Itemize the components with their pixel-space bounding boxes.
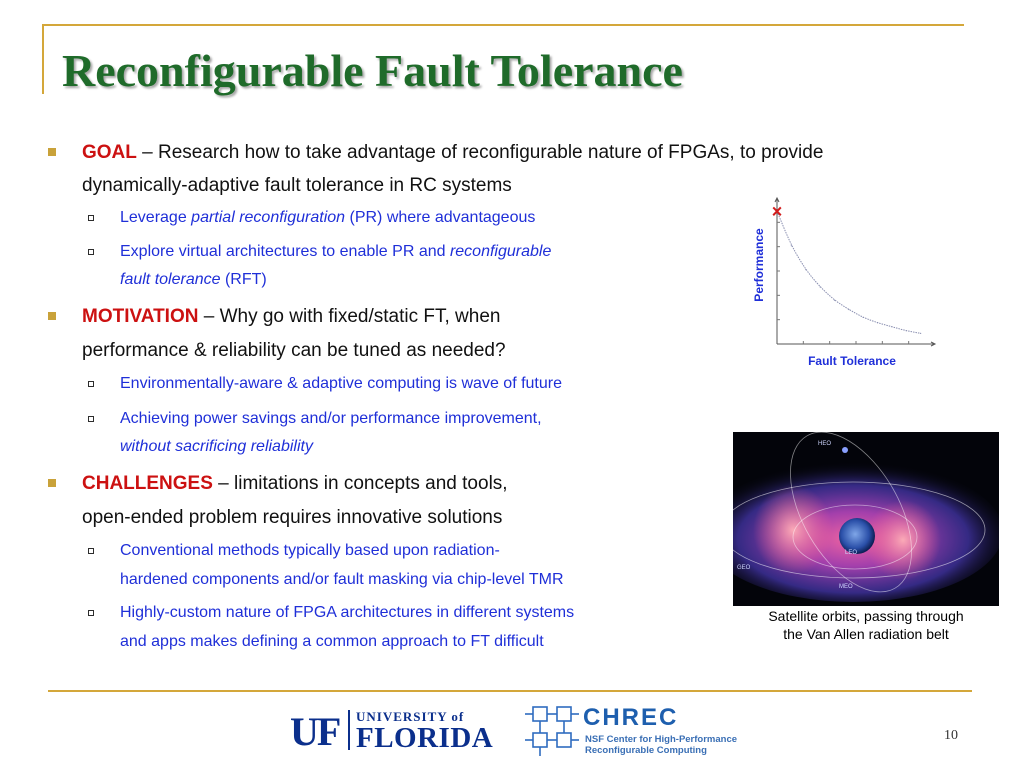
- motivation-text-line2: performance & reliability can be tuned as needed?: [82, 340, 506, 361]
- challenges-sub2-a: Highly-custom nature of FPGA architectures in different systems: [120, 604, 575, 621]
- uf-logo-university: UNIVERSITY of: [356, 709, 465, 724]
- goal-keyword: GOAL: [82, 142, 137, 163]
- challenges-sub1-b: hardened components and/or fault masking via chip-level TMR: [120, 571, 564, 588]
- chart-point: [819, 286, 820, 287]
- chart-point: [805, 269, 806, 270]
- page-number: 10: [944, 728, 958, 743]
- chart-point: [791, 245, 792, 246]
- chart-point: [834, 300, 835, 301]
- slide-frame-top-rule: [42, 24, 964, 26]
- hollow-square-bullet-icon: [88, 381, 94, 387]
- goal-text-line1: – Research how to take advantage of reconfigurable nature of FPGAs, to provide: [136, 142, 824, 163]
- orbit-label-geo: GEO: [737, 565, 751, 571]
- chrec-circuit-icon: [523, 704, 581, 758]
- chart-y-axis-label: Performance: [752, 228, 766, 302]
- uf-logo-mark: UF: [290, 709, 340, 754]
- challenges-sub1-a: Conventional methods typically based upon radiation-: [120, 542, 500, 559]
- challenges-text-line1: – limitations in concepts and tools,: [212, 473, 508, 494]
- hollow-square-bullet-icon: [88, 610, 94, 616]
- goal-sub2-b: reconfigurable: [449, 243, 552, 260]
- satellite-image-caption: [735, 607, 997, 643]
- van-allen-belt-illustration: [733, 432, 999, 606]
- chart-series-line: [777, 211, 921, 333]
- chrec-logo-subtitle-2: Reconfigurable Computing: [585, 745, 707, 756]
- bullet-square-icon: [48, 148, 56, 156]
- hollow-square-bullet-icon: [88, 215, 94, 221]
- chart-point: [863, 317, 864, 318]
- slide-frame-left-rule: [42, 24, 44, 94]
- motivation-text-line1: – Why go with fixed/static FT, when: [198, 306, 501, 327]
- chart-axes: [775, 198, 935, 346]
- goal-sub1-a: Leverage: [120, 209, 192, 226]
- challenges-text-line2: open-ended problem requires innovative solutions: [82, 507, 503, 528]
- motivation-sub2-b: without sacrificing reliability: [120, 438, 313, 455]
- hollow-square-bullet-icon: [88, 249, 94, 255]
- chart-point: [891, 326, 892, 327]
- goal-sub2-a: Explore virtual architectures to enable PR and: [120, 243, 450, 260]
- motivation-keyword: MOTIVATION: [82, 306, 199, 327]
- slide-footer-rule: [48, 690, 972, 692]
- challenges-sub2-b: and apps makes defining a common approach to FT difficult: [120, 633, 544, 650]
- slide-title: Reconfigurable Fault Tolerance: [62, 45, 683, 96]
- motivation-sub2-a: Achieving power savings and/or performance improvement,: [120, 410, 542, 427]
- uf-logo-florida: FLORIDA: [356, 722, 494, 754]
- orbit-label-meo: MEO: [839, 584, 853, 590]
- performance-vs-fault-tolerance-chart: [745, 190, 945, 370]
- chart-point: [848, 309, 849, 310]
- chart-start-marker: ×: [771, 201, 783, 222]
- caption-line1: Satellite orbits, passing through: [768, 608, 964, 624]
- goal-sub2-c: fault tolerance: [120, 271, 221, 288]
- bullet-square-icon: [48, 479, 56, 487]
- satellite-orbits-image: [733, 432, 999, 606]
- chrec-logo: [523, 703, 738, 759]
- caption-line2: the Van Allen radiation belt: [783, 626, 949, 642]
- goal-sub1-c: (PR) where advantageous: [345, 209, 536, 226]
- hollow-square-bullet-icon: [88, 548, 94, 554]
- chart-point: [877, 322, 878, 323]
- chart-x-axis-label: Fault Tolerance: [808, 354, 896, 368]
- challenges-keyword: CHALLENGES: [82, 473, 213, 494]
- hollow-square-bullet-icon: [88, 416, 94, 422]
- goal-sub1-b: partial reconfiguration: [191, 209, 346, 226]
- goal-text-line2: dynamically-adaptive fault tolerance in RC systems: [82, 175, 512, 196]
- chart-points: [776, 211, 921, 334]
- chrec-logo-name: CHREC: [583, 704, 679, 731]
- uf-logo-divider: [348, 710, 350, 750]
- orbit-label-heo: HEO: [818, 441, 832, 447]
- chart-point: [920, 333, 921, 334]
- chart-point: [906, 330, 907, 331]
- goal-sub2-d: (RFT): [220, 271, 267, 288]
- chrec-logo-subtitle-1: NSF Center for High-Performance: [585, 734, 738, 745]
- university-of-florida-logo: [290, 706, 500, 756]
- orbit-label-leo: LEO: [845, 550, 858, 556]
- motivation-sub1: Environmentally-aware & adaptive computing is wave of future: [120, 375, 562, 392]
- bullet-square-icon: [48, 312, 56, 320]
